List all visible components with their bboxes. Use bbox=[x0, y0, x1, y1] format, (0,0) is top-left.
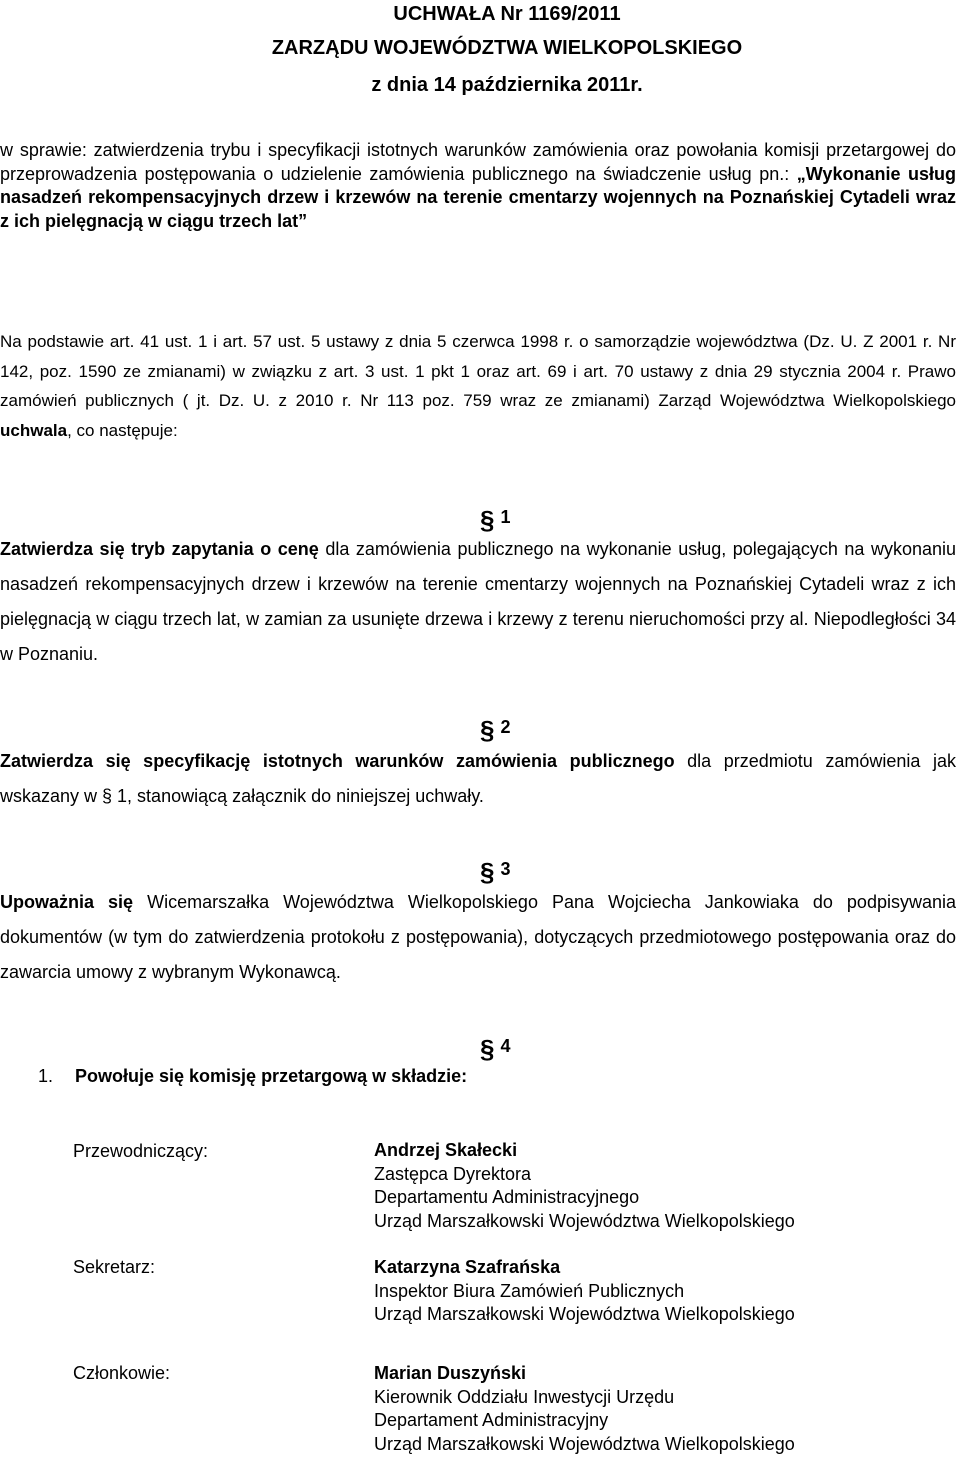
section-symbol: § bbox=[480, 1034, 495, 1064]
role-chair: Przewodniczący: bbox=[73, 1141, 209, 1161]
section-symbol: § bbox=[480, 505, 495, 535]
member-name: Andrzej Skałecki bbox=[374, 1140, 518, 1160]
resolution-date: z dnia 14 października 2011r. bbox=[371, 74, 643, 96]
member-secretary bbox=[374, 1256, 795, 1327]
resolution-subject bbox=[0, 139, 956, 233]
section-3-body bbox=[0, 885, 956, 990]
committee-appointment-text: Powołuje się komisję przetargową w składzie: bbox=[75, 1066, 468, 1086]
section-1-body bbox=[0, 532, 956, 672]
member-position: Zastępca Dyrektora bbox=[374, 1163, 532, 1184]
member-department: Departamentu Administracyjnego bbox=[374, 1187, 640, 1207]
section-2-bold: Zatwierdza się specyfikację istotnych warunków zamówienia publicznego bbox=[0, 751, 675, 771]
section-number: 2 bbox=[500, 717, 511, 737]
section-3-heading bbox=[480, 857, 520, 888]
member-member bbox=[374, 1362, 795, 1456]
subject-text: w sprawie: zatwierdzenia trybu i specyfikacji istotnych warunków zamówienia oraz powołania komisji przetargowej do przeprowadzenia postępowania o udzielenie zamówienia publicznego na świadczenie usług pn.: bbox=[0, 140, 956, 184]
legal-basis bbox=[0, 327, 956, 445]
section-1-bold: Zatwierdza się tryb zapytania o cenę bbox=[0, 539, 319, 559]
section-number: 4 bbox=[500, 1036, 511, 1056]
role-members: Członkowie: bbox=[73, 1363, 171, 1383]
section-3-text: Wicemarszałka Województwa Wielkopolskiego Pana Wojciecha Jankowiaka do podpisywania dokumentów (w tym do zatwierdzenia protokołu z postępowania), dotyczących przedmiotowego postępowania oraz do zawarcia umowy z wybranym Wykonawcą. bbox=[0, 892, 956, 982]
issuing-authority: ZARZĄDU WOJEWÓDZTWA WIELKOPOLSKIEGO bbox=[271, 37, 743, 59]
member-office: Urząd Marszałkowski Województwa Wielkopolskiego bbox=[374, 1304, 795, 1324]
section-3-bold: Upoważnia się bbox=[0, 892, 134, 912]
member-chair bbox=[374, 1139, 795, 1233]
section-2-text: dla przedmiotu zamówienia jak wskazany w § 1, stanowiącą załącznik do niniejszej uchwały. bbox=[0, 751, 956, 806]
section-symbol: § bbox=[480, 715, 495, 745]
member-department: Departament Administracyjny bbox=[374, 1410, 609, 1430]
committee-appointment bbox=[38, 1066, 467, 1087]
member-office: Urząd Marszałkowski Województwa Wielkopolskiego bbox=[374, 1210, 795, 1231]
legal-basis-text: Na podstawie art. 41 ust. 1 i art. 57 ust. 5 ustawy z dnia 5 czerwca 1998 r. o samorządzie województwa (Dz. U. Z 2001 r. Nr 142, poz. 1590 ze zmianami) w związku z art. 3 ust. 1 pkt 1 oraz art. 69 i art. 70 ustawy z dnia 29 stycznia 2004 r. Prawo zamówień publicznych ( jt. Dz. U. z 2010 r. Nr 113 poz. 759 wraz ze zmianami) Zarząd Województwa Wielkopolskiego bbox=[0, 332, 956, 410]
list-number: 1. bbox=[38, 1066, 54, 1086]
section-number: 1 bbox=[500, 507, 511, 527]
member-name: Marian Duszyński bbox=[374, 1363, 527, 1383]
section-2-heading bbox=[480, 715, 520, 746]
section-number: 3 bbox=[500, 859, 511, 879]
role-secretary: Sekretarz: bbox=[73, 1257, 156, 1277]
section-1-text: dla zamówienia publicznego na wykonanie usług, polegających na wykonaniu nasadzeń rekompensacyjnych drzew i krzewów na terenie cmentarzy wojennych na Poznańskiej Cytadeli wraz z ich pielęgnacją w ciągu trzech lat, w zamian za usunięte drzewa i krzewy z terenu nieruchomości przy al. Niepodległości 34 w Poznaniu. bbox=[0, 539, 956, 664]
section-2-body bbox=[0, 744, 956, 814]
section-symbol: § bbox=[480, 857, 495, 887]
legal-basis-tail: , co następuje: bbox=[67, 420, 178, 440]
member-position: Kierownik Oddziału Inwestycji Urzędu bbox=[374, 1386, 675, 1407]
legal-basis-decision: uchwala bbox=[0, 420, 68, 440]
member-name: Katarzyna Szafrańska bbox=[374, 1257, 561, 1277]
resolution-number: UCHWAŁA Nr 1169/2011 bbox=[393, 3, 621, 25]
subject-title: „Wykonanie usług nasadzeń rekompensacyjnych drzew i krzewów na terenie cmentarzy wojennych na Poznańskiej Cytadeli wraz z ich pielęgnacją w ciągu trzech lat” bbox=[0, 163, 956, 231]
section-4-heading bbox=[480, 1034, 520, 1065]
member-office: Urząd Marszałkowski Województwa Wielkopolskiego bbox=[374, 1433, 795, 1454]
member-position: Inspektor Biura Zamówień Publicznych bbox=[374, 1280, 685, 1301]
